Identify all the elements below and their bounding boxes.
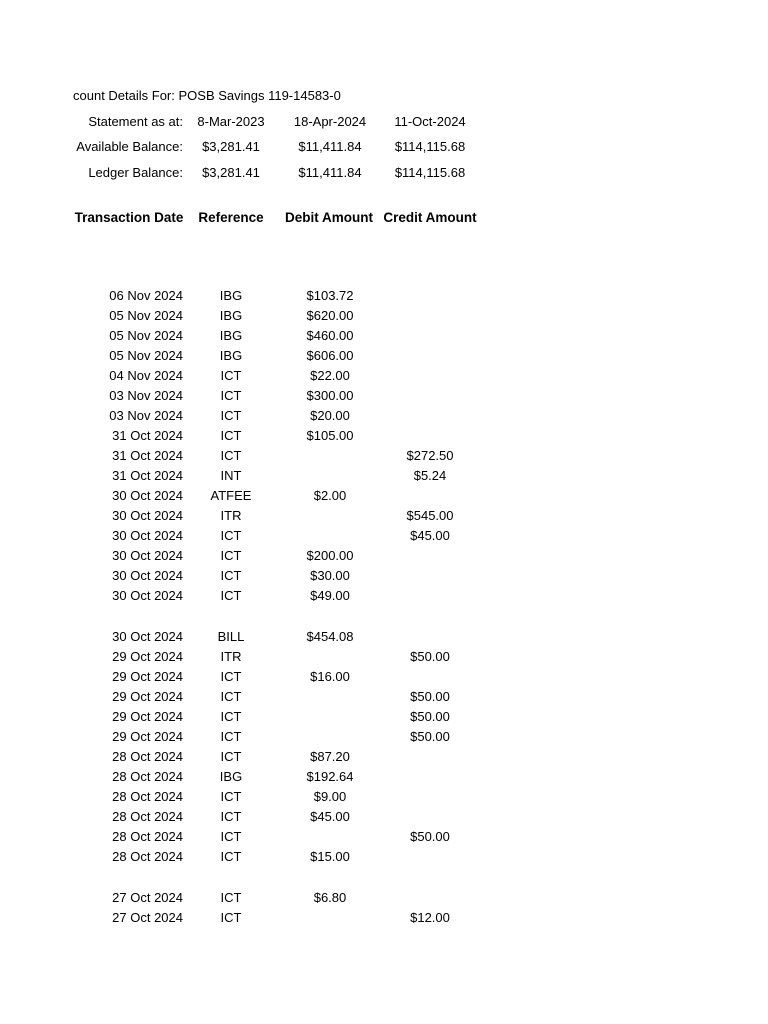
header-reference: Reference xyxy=(198,210,264,225)
credit-amount: $12.00 xyxy=(410,910,450,925)
debit-amount: $15.00 xyxy=(310,849,350,864)
transaction-date: 28 Oct 2024 xyxy=(112,829,183,844)
transaction-date: 05 Nov 2024 xyxy=(109,348,183,363)
table-row xyxy=(0,428,768,448)
table-row xyxy=(0,508,768,528)
reference: ICT xyxy=(220,789,242,804)
transaction-date: 30 Oct 2024 xyxy=(112,568,183,583)
transaction-date: 28 Oct 2024 xyxy=(112,849,183,864)
available-balance-1: $3,281.41 xyxy=(202,139,260,154)
table-row xyxy=(0,488,768,508)
statement-date-3: 11-Oct-2024 xyxy=(394,114,466,129)
table-row xyxy=(0,890,768,910)
reference: ICT xyxy=(220,749,242,764)
table-row xyxy=(0,368,768,388)
reference: ICT xyxy=(220,829,242,844)
debit-amount: $103.72 xyxy=(306,288,354,303)
table-row xyxy=(0,408,768,428)
transaction-date: 03 Nov 2024 xyxy=(109,388,183,403)
debit-amount: $9.00 xyxy=(313,789,347,804)
reference: ICT xyxy=(220,890,242,905)
table-row xyxy=(0,548,768,568)
statement-date-2: 18-Apr-2024 xyxy=(293,114,367,129)
table-row xyxy=(0,328,768,348)
transaction-date: 06 Nov 2024 xyxy=(109,288,183,303)
reference: ITR xyxy=(220,649,242,664)
account-title: count Details For: POSB Savings 119-14583-0 xyxy=(73,88,341,103)
credit-amount: $272.50 xyxy=(406,448,454,463)
debit-amount: $30.00 xyxy=(310,568,350,583)
header-credit-amount: Credit Amount xyxy=(383,210,477,225)
debit-amount: $20.00 xyxy=(310,408,350,423)
credit-amount: $50.00 xyxy=(410,709,450,724)
transaction-date: 28 Oct 2024 xyxy=(112,809,183,824)
ledger-balance-3: $114,115.68 xyxy=(394,165,466,180)
reference: ICT xyxy=(220,368,242,383)
debit-amount: $192.64 xyxy=(306,769,354,784)
table-row xyxy=(0,568,768,588)
available-balance-label: Available Balance: xyxy=(76,139,183,154)
debit-amount: $22.00 xyxy=(310,368,350,383)
reference: ITR xyxy=(220,508,242,523)
table-row xyxy=(0,910,768,930)
table-row xyxy=(0,348,768,368)
debit-amount: $105.00 xyxy=(306,428,354,443)
transaction-date: 30 Oct 2024 xyxy=(112,588,183,603)
reference: ICT xyxy=(220,689,242,704)
available-balance-2: $11,411.84 xyxy=(298,139,362,154)
debit-amount: $300.00 xyxy=(306,388,354,403)
transaction-date: 28 Oct 2024 xyxy=(112,749,183,764)
reference: ICT xyxy=(220,669,242,684)
transaction-date: 29 Oct 2024 xyxy=(112,689,183,704)
reference: IBG xyxy=(219,769,243,784)
transaction-date: 03 Nov 2024 xyxy=(109,408,183,423)
reference: ICT xyxy=(220,448,242,463)
transaction-date: 29 Oct 2024 xyxy=(112,649,183,664)
transaction-date: 28 Oct 2024 xyxy=(112,789,183,804)
debit-amount: $6.80 xyxy=(313,890,347,905)
debit-amount: $87.20 xyxy=(310,749,350,764)
transaction-date: 04 Nov 2024 xyxy=(109,368,183,383)
reference: ICT xyxy=(220,388,242,403)
credit-amount: $50.00 xyxy=(410,649,450,664)
transaction-date: 27 Oct 2024 xyxy=(112,890,183,905)
table-row xyxy=(0,468,768,488)
transaction-date: 30 Oct 2024 xyxy=(112,528,183,543)
reference: ICT xyxy=(220,548,242,563)
table-row xyxy=(0,769,768,789)
table-row xyxy=(0,849,768,869)
debit-amount: $620.00 xyxy=(306,308,354,323)
table-row xyxy=(0,669,768,689)
credit-amount: $50.00 xyxy=(410,689,450,704)
credit-amount: $45.00 xyxy=(410,528,450,543)
reference: ICT xyxy=(220,849,242,864)
reference: ICT xyxy=(220,568,242,583)
table-row xyxy=(0,388,768,408)
transaction-date: 31 Oct 2024 xyxy=(112,448,183,463)
table-row xyxy=(0,528,768,548)
debit-amount: $2.00 xyxy=(313,488,347,503)
reference: IBG xyxy=(219,308,243,323)
transaction-date: 27 Oct 2024 xyxy=(112,910,183,925)
debit-amount: $200.00 xyxy=(306,548,354,563)
reference: ICT xyxy=(220,588,242,603)
transaction-date: 31 Oct 2024 xyxy=(112,428,183,443)
ledger-balance-1: $3,281.41 xyxy=(202,165,260,180)
credit-amount: $50.00 xyxy=(410,729,450,744)
reference: IBG xyxy=(219,328,243,343)
transaction-date: 30 Oct 2024 xyxy=(112,488,183,503)
transaction-date: 05 Nov 2024 xyxy=(109,308,183,323)
debit-amount: $49.00 xyxy=(310,588,350,603)
credit-amount: $50.00 xyxy=(410,829,450,844)
header-transaction-date: Transaction Date xyxy=(74,210,184,225)
table-row xyxy=(0,749,768,769)
reference: ICT xyxy=(220,729,242,744)
transaction-date: 28 Oct 2024 xyxy=(112,769,183,784)
debit-amount: $16.00 xyxy=(310,669,350,684)
credit-amount: $5.24 xyxy=(413,468,447,483)
reference: ICT xyxy=(220,428,242,443)
table-row xyxy=(0,649,768,669)
debit-amount: $606.00 xyxy=(306,348,354,363)
reference: ICT xyxy=(220,528,242,543)
transaction-date: 30 Oct 2024 xyxy=(112,508,183,523)
transaction-date: 29 Oct 2024 xyxy=(112,669,183,684)
reference: ATFEE xyxy=(210,488,252,503)
reference: ICT xyxy=(220,709,242,724)
transaction-date: 29 Oct 2024 xyxy=(112,709,183,724)
transaction-date: 30 Oct 2024 xyxy=(112,629,183,644)
available-balance-3: $114,115.68 xyxy=(394,139,466,154)
table-row xyxy=(0,809,768,829)
statement-label: Statement as at: xyxy=(88,114,183,129)
header-debit-amount: Debit Amount xyxy=(285,210,373,225)
reference: IBG xyxy=(219,288,243,303)
debit-amount: $454.08 xyxy=(306,629,354,644)
transaction-date: 05 Nov 2024 xyxy=(109,328,183,343)
transaction-date: 29 Oct 2024 xyxy=(112,729,183,744)
table-row xyxy=(0,709,768,729)
reference: IBG xyxy=(219,348,243,363)
table-row xyxy=(0,629,768,649)
table-row xyxy=(0,288,768,308)
debit-amount: $460.00 xyxy=(306,328,354,343)
transaction-date: 30 Oct 2024 xyxy=(112,548,183,563)
table-row xyxy=(0,729,768,749)
ledger-balance-label: Ledger Balance: xyxy=(88,165,183,180)
ledger-balance-2: $11,411.84 xyxy=(298,165,362,180)
table-row xyxy=(0,588,768,608)
table-row xyxy=(0,789,768,809)
transaction-date: 31 Oct 2024 xyxy=(112,468,183,483)
reference: ICT xyxy=(220,910,242,925)
reference: BILL xyxy=(217,629,245,644)
statement-date-1: 8-Mar-2023 xyxy=(197,114,265,129)
table-row xyxy=(0,308,768,328)
table-row xyxy=(0,448,768,468)
reference: ICT xyxy=(220,408,242,423)
table-row xyxy=(0,829,768,849)
debit-amount: $45.00 xyxy=(310,809,350,824)
reference: ICT xyxy=(220,809,242,824)
credit-amount: $545.00 xyxy=(406,508,454,523)
table-row xyxy=(0,689,768,709)
reference: INT xyxy=(220,468,242,483)
